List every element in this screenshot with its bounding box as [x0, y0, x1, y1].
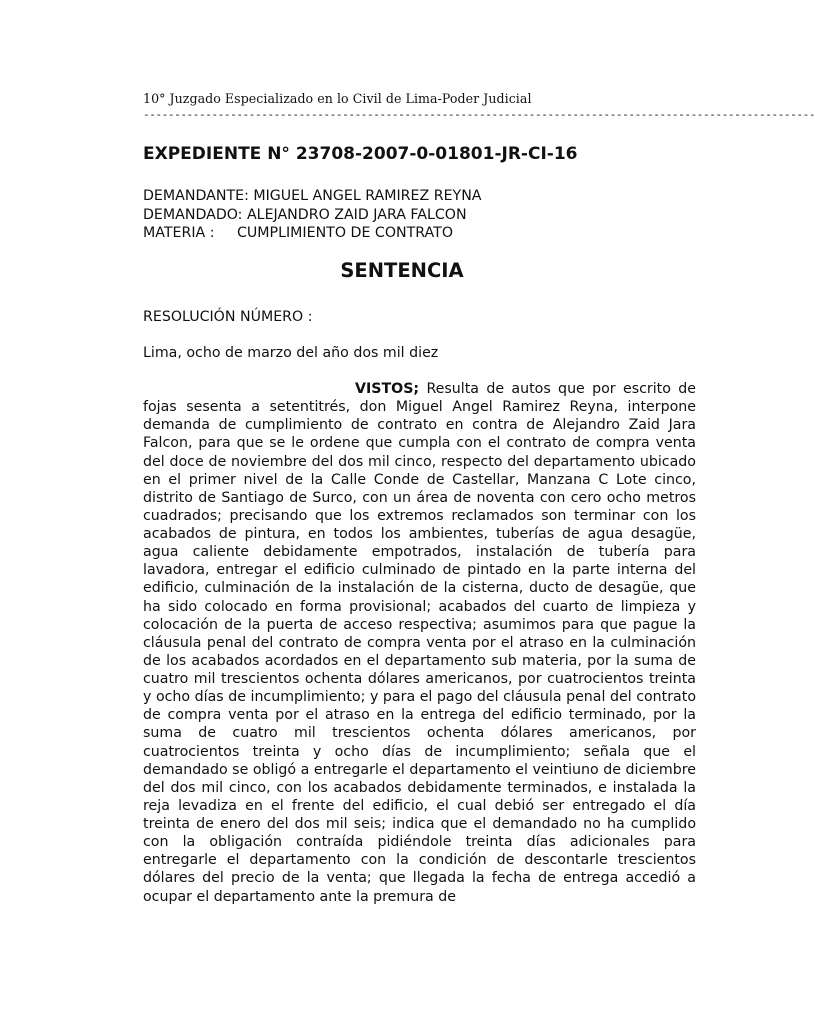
demandado-name: ALEJANDRO ZAID JARA FALCON [246, 206, 467, 223]
demandante-name: MIGUEL ANGEL RAMIREZ REYNA [253, 188, 482, 204]
vistos-body: Resulta de autos que por escrito de fojas sesenta a setentitrés, don Miguel Angel Ramirez Reyna, interpone demanda de cumplimiento de contrato en contra de Alejandro Zaid Jara Falcon, para que se le ordene que cumpla con el contrato de compra venta del doce de noviembre del dos mil cinco, respecto del departamento ubicado en el primer nivel de la Calle Conde de Castellar, Manzana C Lote cinco, distrito de Santiago de Surco, con un área de noventa con cero ocho metros cuadrados; precisando que los extremos reclamados son terminar con los acabados de pintura, en todos los ambientes, tuberías de agua desagüe, agua caliente debidamente empotrados, instalación de tubería para lavadora, entregar el edificio culminado de pintado en la parte interna del edificio, culminación de la instalación de la cisterna, ducto de desagüe, que ha sido colocado en forma provisional; acabados del cuarto de limpieza y colocación de la puerta de acceso respectiva; asumimos para que pague la cláusula penal del contrato de compra venta por el atraso en la culminación de los acabados acordados en el departamento sub materia, por la suma de cuatro mil trescientos ochenta dólares americanos, por cuatrocientos treinta y ocho días de incumplimiento; y para el pago del cláusula penal del contrato de compra venta por el atraso en la entrega del edificio terminado, por la suma de cuatro mil trescientos ochenta dólares americanos, por cuatrocientos treinta y ocho días de incumplimiento; señala que el demandado se obligó a entregarle el departamento el veintiuno de diciembre del dos mil cinco, con los acabados debidamente terminados, e instalada la reja levadiza en el frente del edificio, el cual debió ser entregado el día treinta de enero del dos mil seis; indica que el demandado no ha cumplido con la obligación contraída pidiéndole treinta días adicionales para entregarle el departamento con la condición de descontarle trescientos dólares del precio de la venta; que llegada la fecha de entrega accedió a ocupar el departamento ante la premura de [143, 381, 696, 905]
vistos-label: VISTOS; [355, 381, 420, 397]
demandante-label: DEMANDANTE: [143, 188, 249, 204]
document-title: SENTENCIA [340, 259, 464, 282]
vistos-paragraph [143, 380, 696, 906]
case-number: EXPEDIENTE N° 23708-2007-0-01801-JR-CI-16 [143, 144, 578, 164]
court-header: 10° Juzgado Especializado en lo Civil de Lima-Poder Judicial [143, 91, 532, 106]
place-and-date: Lima, ocho de marzo del año dos mil diez [143, 345, 439, 361]
demandante-row [143, 187, 482, 206]
header-divider: ------------------------------------------------------------------------------------------------------------ [143, 108, 815, 121]
parties-block [143, 187, 482, 243]
materia-row [143, 224, 482, 243]
resolution-number: RESOLUCIÓN NÚMERO : [143, 309, 313, 325]
materia-value: CUMPLIMIENTO DE CONTRATO [237, 225, 453, 241]
materia-label: MATERIA : [143, 225, 215, 241]
demandado-row [143, 206, 482, 225]
demandado-label: DEMANDADO: [143, 206, 243, 223]
